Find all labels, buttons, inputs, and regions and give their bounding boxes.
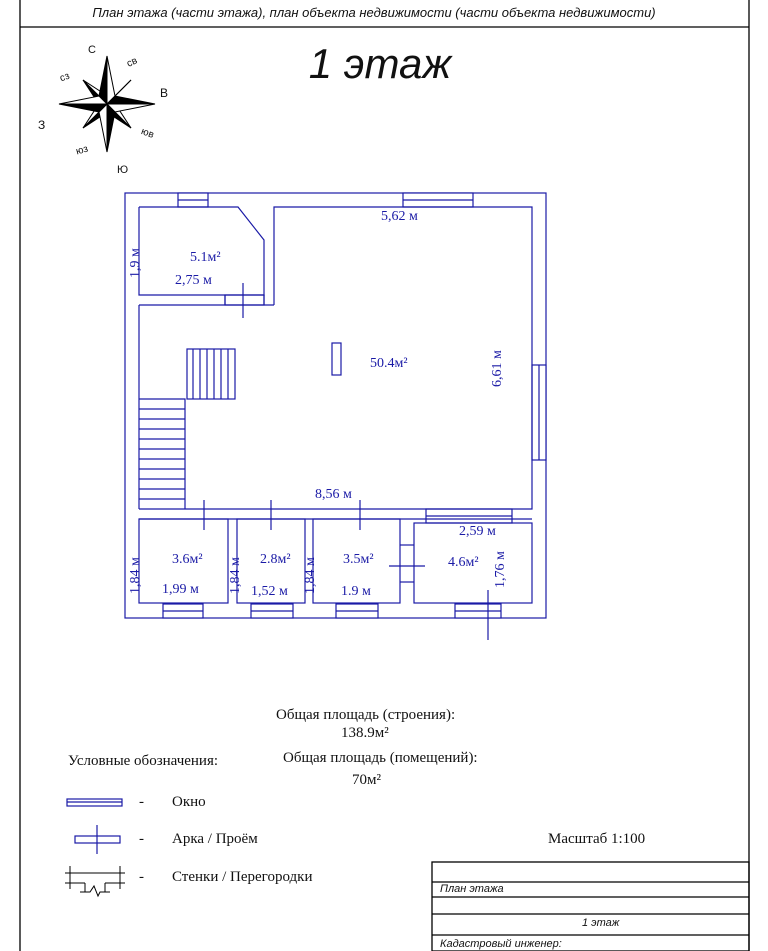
legend-window-dash: - [139,794,144,810]
room3-width: 1,52 м [251,584,288,599]
compass-label-s: Ю [117,164,129,176]
page-frame [20,0,749,951]
scale-label: Масштаб 1:100 [548,831,646,847]
room1-width: 2,75 м [175,273,212,288]
room3-area: 2.8м² [260,552,291,567]
compass-label-se: юв [139,126,156,141]
room2-area: 3.6м² [172,552,203,567]
legend-window-label: Окно [172,794,206,810]
legend-walls-dash: - [139,869,144,885]
legend-title: Условные обозначения: [68,753,219,769]
stamp-plan: План этажа [440,883,504,895]
total-building-label: Общая площадь (строения): [276,707,456,723]
document-header: План этажа (части этажа), план объекта недвижимости (части объекта недвижимости) [92,5,656,20]
floor-plan [125,193,546,640]
legend-walls-icon [65,866,125,896]
legend-arch-icon [75,825,120,854]
room5-area: 4.6м² [448,555,479,570]
compass-label-sw: юз [74,143,90,158]
compass-label-w: З [38,118,46,132]
total-rooms-label: Общая площадь (помещений): [283,750,478,766]
stamp-engineer: Кадастровый инженер: [440,938,562,950]
room2-width: 1,99 м [162,582,199,597]
legend-arch-dash: - [139,831,144,847]
total-rooms-value: 70м² [352,772,381,788]
room5-height: 1,76 м [493,551,508,588]
main-width-top: 5,62 м [381,209,418,224]
room4-area: 3.5м² [343,552,374,567]
room5-width: 2,59 м [459,524,496,539]
room1-area: 5.1м² [190,250,221,265]
room2-height: 1,84 м [128,557,143,594]
main-height: 6,61 м [490,350,505,387]
room4-width: 1.9 м [341,584,371,599]
compass-label-e: В [160,86,169,100]
room4-height: 1,84 м [303,557,318,594]
floor-title: 1 этаж [308,40,452,87]
room3-height: 1,84 м [228,557,243,594]
legend-window-icon [67,799,122,806]
legend-arch-label: Арка / Проём [172,831,258,847]
compass-label-nw: сз [58,70,72,85]
room1-height: 1,9 м [128,248,143,278]
compass-label-n: С [88,44,96,56]
main-width-bottom: 8,56 м [315,487,352,502]
compass-label-ne: св [125,55,140,70]
stamp-floor: 1 этаж [582,917,620,929]
legend-walls-label: Стенки / Перегородки [172,869,313,885]
main-area: 50.4м² [370,356,408,371]
total-building-value: 138.9м² [341,725,389,741]
